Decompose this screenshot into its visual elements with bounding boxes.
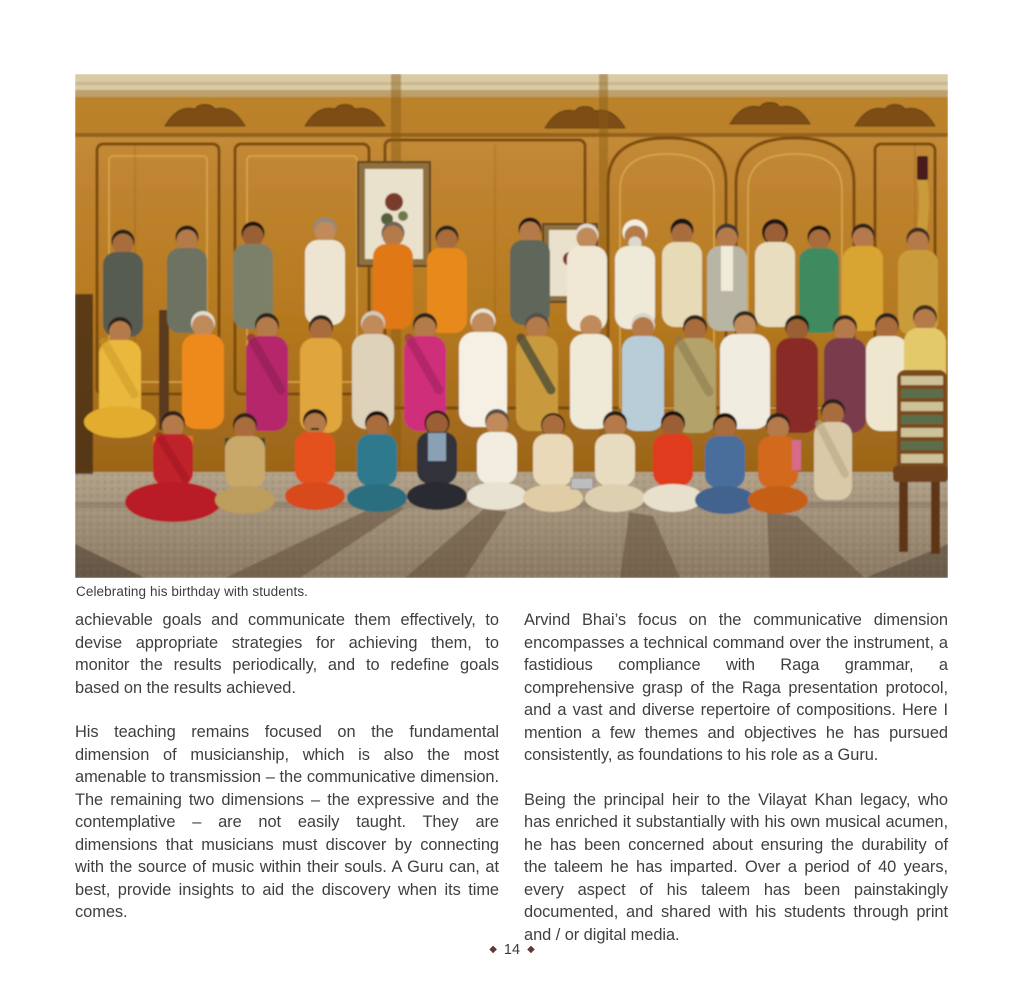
chair xyxy=(159,310,169,430)
paragraph: Being the principal heir to the Vilayat Khan legacy, who has enriched it substantially with his own musical acumen, he has been concerned about ensuring the durability of the taleem he has imparted. Over a period of 40 years, every aspect of his taleem has been painstakingly documented, and shared with his students through print and / or digital media. xyxy=(524,790,948,944)
page-number: 14 xyxy=(503,942,521,958)
group-photo xyxy=(75,74,948,578)
photo-caption: Celebrating his birthday with students. xyxy=(76,584,309,599)
footer-diamond-right-icon: ◆ xyxy=(527,944,535,955)
body-text xyxy=(75,609,948,968)
text-column-right xyxy=(524,609,948,968)
page-footer xyxy=(0,941,1024,961)
paragraph: Arvind Bhai’s focus on the communicative dimension encompasses a technical command over the instrument, a fastidious compliance with Raga grammar, a comprehensive grasp of the Raga presentation protocol, and a vast and diverse repertoire of compositions. Here I mention a few themes and objectives he has pursued consistently, as foundations to his role as a Guru. xyxy=(524,611,948,764)
text-column-left xyxy=(75,609,499,968)
footer-diamond-left-icon: ◆ xyxy=(489,944,497,955)
chair xyxy=(75,294,93,474)
paragraph: His teaching remains focused on the fundamental dimension of musicianship, which is also the most amenable to transmission – the communicative dimension. The remaining two dimensions – the expressive and the contemplative – are not easily taught. They are dimensions that musicians must discover by connecting with the source of music within their souls. A Guru can, at best, provide insights to aid the discovery when its time comes. xyxy=(75,723,499,921)
group-photo-illustration xyxy=(75,74,948,578)
phone xyxy=(917,156,928,180)
paragraph: achievable goals and communicate them effectively, to devise appropriate strategies for achieving them, to monitor the results periodically, and to redefine goals based on the results achieved. xyxy=(75,611,499,697)
